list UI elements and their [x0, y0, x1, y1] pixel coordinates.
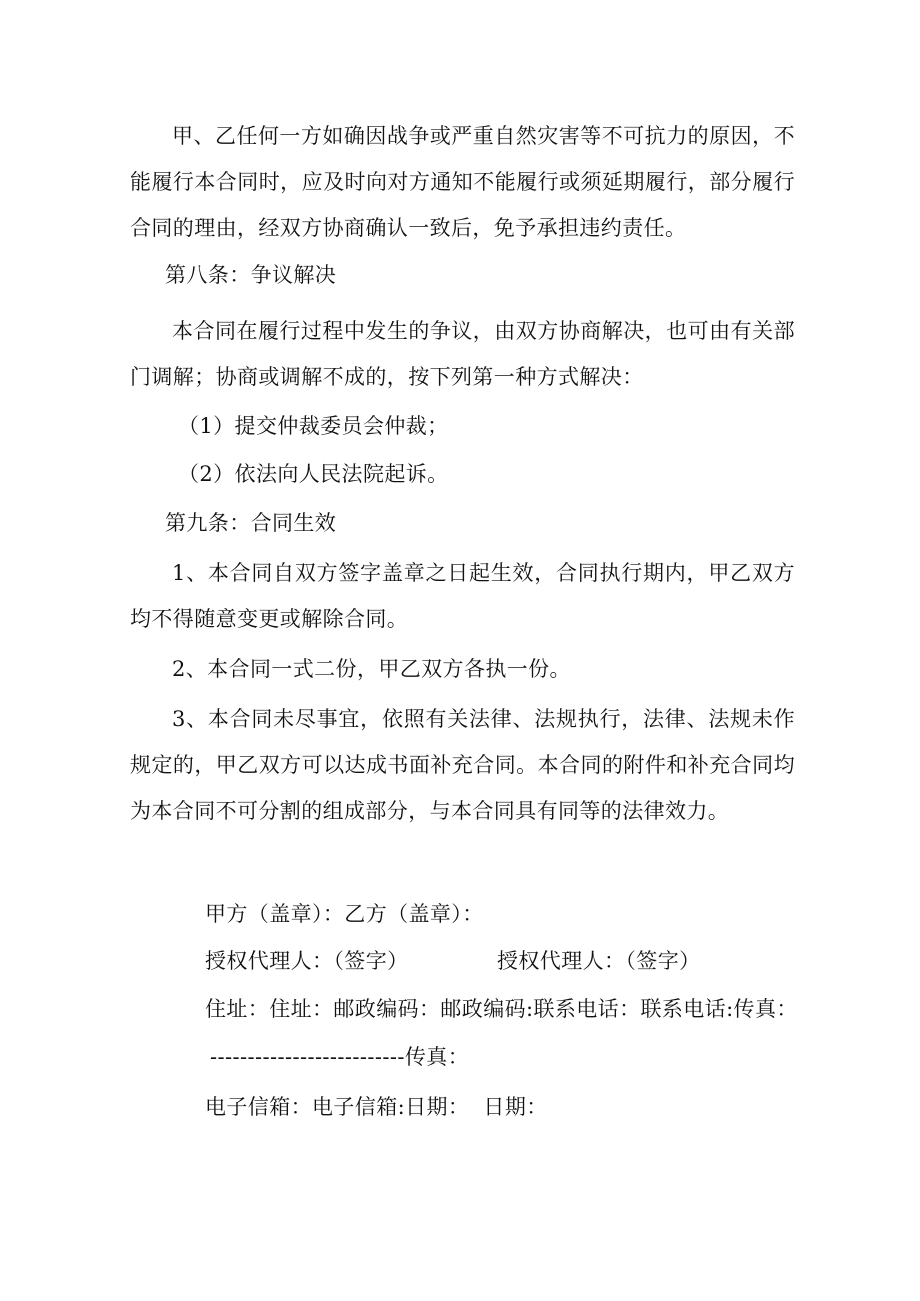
signature-agent-right: 授权代理人：（签字） [497, 949, 701, 973]
signature-fax-line: --------------------------传真： [210, 1045, 470, 1069]
article8-option-1: （1）提交仲裁委员会仲裁； [178, 414, 449, 438]
article8-intro: 本合同在履行过程中发生的争议，由双方协商解决，也可由有关部门调解；协商或调解不成的，按下列第一种方式解决： [130, 319, 795, 389]
signature-party-line: 甲方（盖章）：乙方（盖章）： [205, 902, 484, 926]
article9-clause-3: 3、本合同未尽事宜，依照有关法律、法规执行，法律、法规未作规定的，甲乙双方可以达成书面补充合同。本合同的附件和补充合同均为本合同不可分割的组成部分，与本合同具有同等的法律效力。 [130, 707, 795, 823]
article8-option-2: （2）依法向人民法院起诉。 [178, 462, 449, 486]
force-majeure-paragraph: 甲、乙任何一方如确因战争或严重自然灾害等不可抗力的原因，不能履行本合同时，应及时向对方通知不能履行或须延期履行，部分履行合同的理由，经双方协商确认一致后，免予承担违约责任。 [130, 124, 795, 240]
article9-clause-1: 1、本合同自双方签字盖章之日起生效，合同执行期内，甲乙双方均不得随意变更或解除合同。 [130, 561, 795, 631]
article9-heading: 第九条：合同生效 [165, 511, 337, 535]
signature-email-line: 电子信箱：电子信箱:日期： 日期： [205, 1095, 548, 1119]
article9-clause-2: 2、本合同一式二份，甲乙双方各执一份。 [172, 657, 571, 681]
signature-agent-left: 授权代理人：（签字） [205, 949, 409, 973]
article8-heading: 第八条：争议解决 [165, 263, 337, 287]
signature-address-line: 住址：住址：邮政编码：邮政编码:联系电话：联系电话:传真： [205, 997, 798, 1021]
